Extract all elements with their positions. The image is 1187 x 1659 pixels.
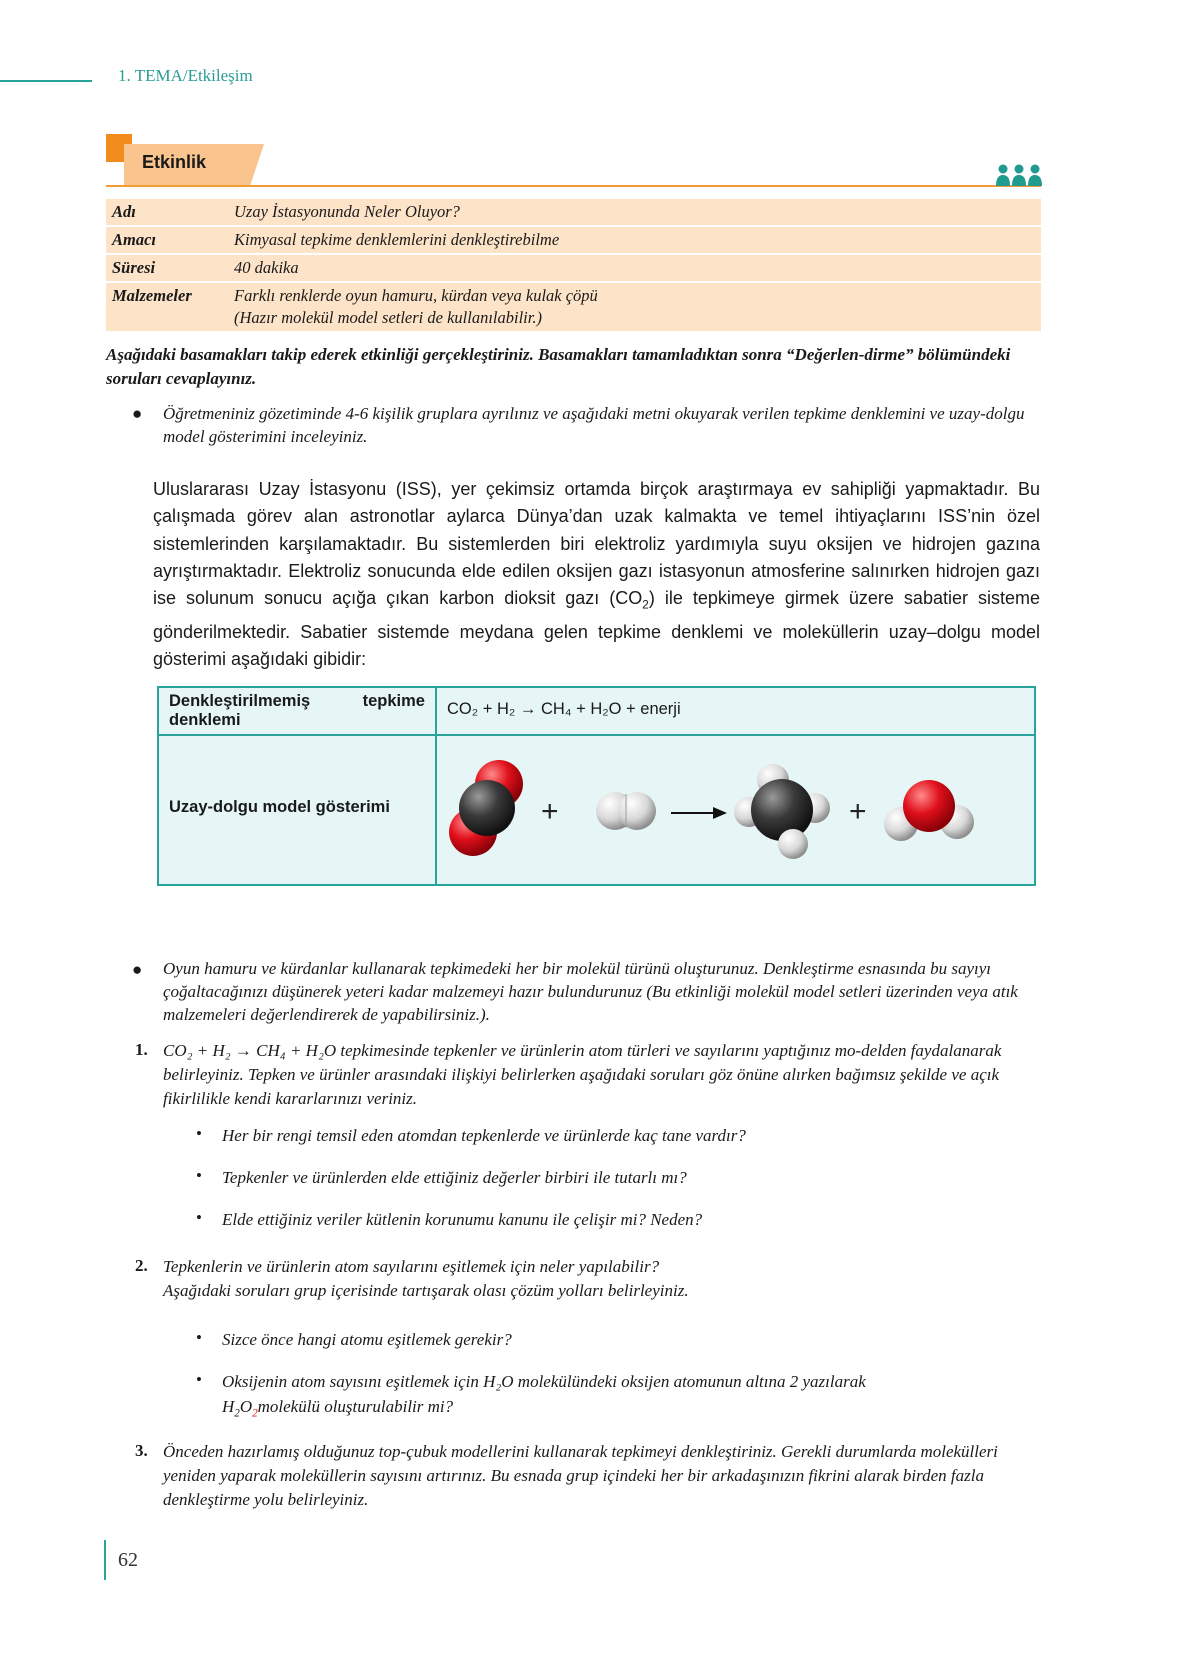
sub-question: Sizce önce hangi atomu eşitlemek gerekir?	[222, 1330, 512, 1349]
sub-question-line	[222, 1394, 1022, 1426]
passage-subscript: 2	[642, 598, 649, 612]
sub-question: Her bir rengi temsil eden atomdan tepkenlerde ve ürünlerde kaç tane vardır?	[222, 1126, 746, 1145]
space-filling-models	[437, 736, 1034, 884]
unbalanced-equation-label: Denkleştirilmemiş tepkime denklemi	[169, 692, 425, 729]
question-number: 1.	[135, 1040, 148, 1059]
info-row	[106, 199, 1041, 225]
question-text: CO₂ + H₂ → CH₄ + H₂O tepkimesinde tepkenler ve ürünlerin atom türleri ve sayılarını yaptığınız mo-delden faydalanarak belirleyiniz. Tepken ve ürünler arasındaki ilişkiyi belirlerken aşağıdaki soruları göz önüne alırken bağımsız şekilde ve açık fikirlilikle kendi kararlarınızı veriniz.	[163, 1041, 1002, 1108]
bullet-text: Oyun hamuru ve kürdanlar kullanarak tepkimedeki her bir molekül türünü oluşturunuz. Denkleştirme esnasında bu sayıyı çoğaltacağınızı düşünerek yeteri kadar malzemeyi hazır bulundurunuz (Bu etkinliği molekül model setleri üzerinden veya atık malzemeleri değerlendirerek de yapabilirsiniz.).	[163, 959, 1018, 1024]
sub-question: Elde ettiğiniz veriler kütlenin korunumu kanunu ile çelişir mi? Neden?	[222, 1210, 703, 1229]
formula-part: H	[222, 1397, 235, 1416]
sub-question	[222, 1369, 1022, 1426]
question-number: 3.	[135, 1441, 148, 1460]
activity-info-table	[106, 197, 1041, 333]
activity-label: Etkinlik	[142, 152, 207, 172]
question-line: Tepkenlerin ve ürünlerin atom sayılarını eşitlemek için neler yapılabilir?	[163, 1257, 660, 1276]
sub-bullet-marker: •	[196, 1370, 202, 1389]
info-row	[106, 227, 1041, 253]
unbalanced-equation: CO₂ + H₂ → CH₄ + H₂O + enerji	[447, 700, 681, 718]
info-key: Adı	[106, 199, 228, 225]
info-key: Amacı	[106, 227, 228, 253]
question-line: Aşağıdaki soruları grup içerisinde tartışarak olası çözüm yolları belirleyiniz.	[163, 1281, 689, 1300]
question-text	[163, 1255, 1043, 1303]
plus-sign: +	[849, 795, 867, 828]
h2o-molecule	[884, 780, 974, 841]
reaction-arrow	[671, 807, 727, 819]
info-value: 40 dakika	[228, 255, 1041, 281]
space-filling-label: Uzay-dolgu model gösterimi	[169, 798, 390, 816]
sub-bullet-marker: •	[196, 1124, 202, 1143]
plus-sign: +	[541, 795, 559, 828]
info-key: Malzemeler	[106, 283, 228, 331]
info-row	[106, 255, 1041, 281]
group-people-icon	[996, 164, 1042, 191]
info-value	[228, 283, 1041, 331]
bullet-text: Öğretmeniniz gözetiminde 4-6 kişilik gruplara ayrılınız ve aşağıdaki metni okuyarak verilen tepkime denklemini ve uzay-dolgu model gösterimini inceleyiniz.	[163, 404, 1025, 446]
formula-part: molekülü oluşturulabilir mi?	[257, 1397, 454, 1416]
co2-molecule	[449, 760, 523, 856]
formula-subscript: 2	[234, 1407, 240, 1420]
bullet-marker: ●	[132, 404, 143, 423]
ch4-molecule	[734, 764, 830, 859]
info-value-line: Farklı renklerde oyun hamuru, kürdan veya kulak çöpü	[234, 286, 598, 305]
formula-subscript-highlight: 2	[252, 1407, 258, 1420]
info-row	[106, 283, 1041, 331]
passage-part: ) ile tepkimeye girmek üzere sabatier sisteme gönderilmektedir. Sabatier sistemde meydana gelen tepkime denklemi ve moleküllerin uzay–dolgu model gösterimi aşağıdaki gibidir:	[153, 588, 1040, 670]
question-text: Önceden hazırlamış olduğunuz top-çubuk modellerini kullanarak tepkimeyi denkleştiriniz. Gerekli durumlarda molekülleri yeniden yaparak moleküllerin sayısını artırınız. Bu esnada grup içindeki her bir arkadaşınızın fikrini alarak birden fazla denkleştirme yolu belirleyiniz.	[163, 1442, 998, 1509]
info-value: Kimyasal tepkime denklemlerini denkleştirebilme	[228, 227, 1041, 253]
info-value-line: (Hazır molekül model setleri de kullanılabilir.)	[234, 308, 542, 327]
header-rule	[0, 80, 92, 82]
sub-question-line: Oksijenin atom sayısını eşitlemek için H₂O molekülündeki oksijen atomunun altına 2 yazılarak	[222, 1372, 866, 1391]
info-value: Uzay İstasyonunda Neler Oluyor?	[228, 199, 1041, 225]
sub-bullet-marker: •	[196, 1208, 202, 1227]
formula-part: O	[239, 1397, 253, 1416]
chapter-title: 1. TEMA/Etkileşim	[118, 66, 253, 85]
passage-text	[153, 476, 1040, 674]
passage-part: Uluslararası Uzay İstasyonu (ISS), yer çekimsiz ortamda birçok araştırmaya ev sahipliği yapmaktadır. Bu çalışmada görev alan astronotlar aylarca Dünya’dan uzak kalmakta ve temel ihtiyaçlarını ISS’nin özel sistemlerinden karşılamaktadır. Bu sistemlerden biri elektroliz yardımıyla suyu oksijen ve hidrojen gazına ayrıştırmaktadır. Elektroliz sonucunda elde edilen oksijen gazı istasyonun atmosferine salınırken hidrojen gazı ise solunum sonucu açığa çıkan karbon dioksit gazı (CO	[153, 479, 1040, 609]
reaction-model-table	[157, 686, 1036, 886]
page-number-bar	[104, 1540, 106, 1580]
instructions-intro: Aşağıdaki basamakları takip ederek etkinliği gerçekleştiriniz. Basamakları tamamladıktan sonra “Değerlen-dirme” bölümündeki soruları cevaplayınız.	[106, 345, 1011, 388]
h2-molecule	[596, 792, 656, 830]
info-key: Süresi	[106, 255, 228, 281]
sub-bullet-marker: •	[196, 1328, 202, 1347]
question-number: 2.	[135, 1256, 148, 1275]
page-number: 62	[118, 1549, 138, 1571]
activity-rule	[106, 185, 1041, 187]
sub-bullet-marker: •	[196, 1166, 202, 1185]
sub-question: Tepkenler ve ürünlerden elde ettiğiniz değerler birbiri ile tutarlı mı?	[222, 1168, 687, 1187]
bullet-marker: ●	[132, 960, 143, 979]
